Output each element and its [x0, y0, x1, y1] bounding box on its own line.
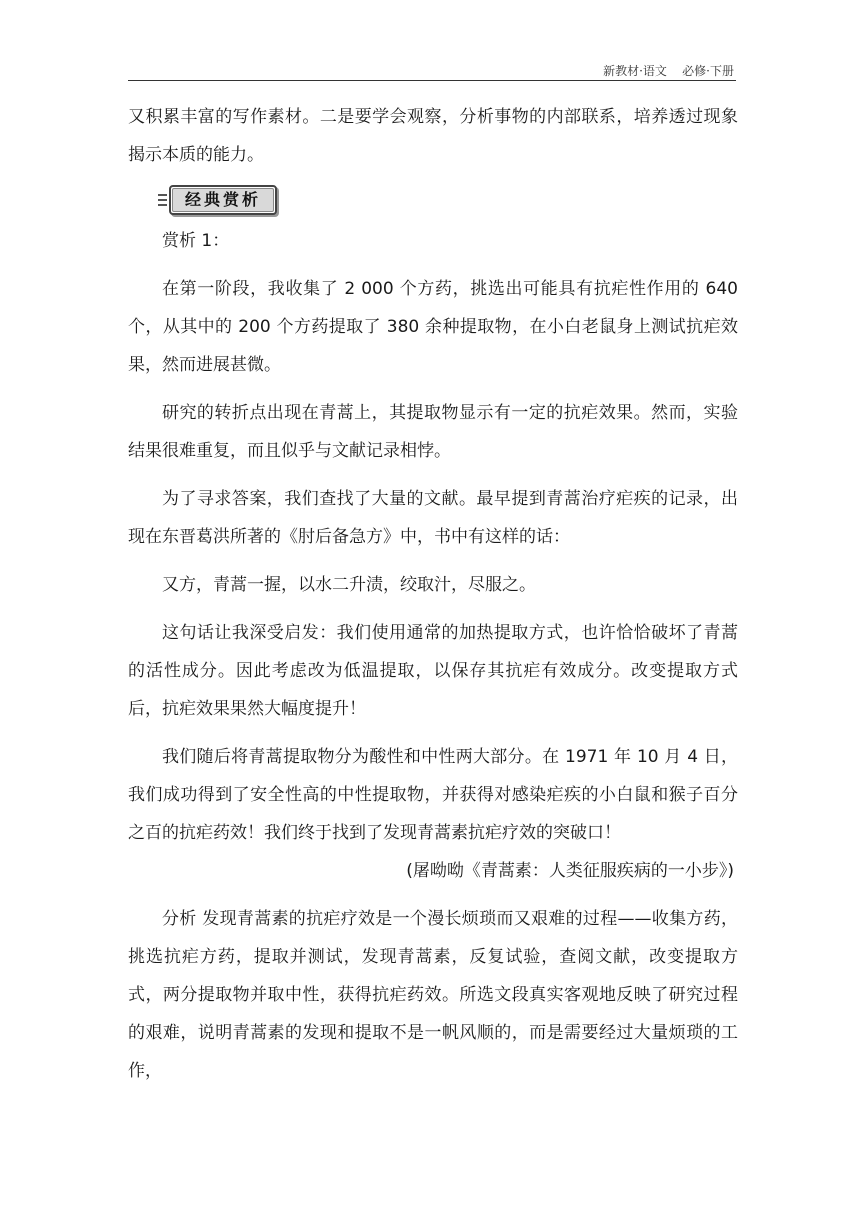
paragraph: 在第一阶段，我收集了 2 000 个方药，挑选出可能具有抗疟性作用的 640 个，从其中的 200 个方药提取了 380 余种提取物，在小白老鼠身上测试抗疟效果，然而进展甚微。: [128, 279, 738, 375]
paragraph-continuation: 又积累丰富的写作素材。二是要学会观察，分析事物的内部联系，培养透过现象揭示本质的能力。: [128, 107, 738, 165]
page-body: [128, 98, 738, 1100]
paragraph: 这句话让我深受启发：我们使用通常的加热提取方式，也许恰恰破坏了青蒿的活性成分。因此考虑改为低温提取，以保存其抗疟有效成分。改变提取方式后，抗疟效果果然大幅度提升！: [128, 623, 738, 719]
analysis-heading: 赏析 1：: [162, 231, 230, 251]
paragraph: 研究的转折点出现在青蒿上，其提取物显示有一定的抗疟效果。然而，实验结果很难重复，而且似乎与文献记录相悖。: [128, 403, 738, 461]
quoted-line: 又方，青蒿一握，以水二升渍，绞取汁，尽服之。: [162, 575, 536, 595]
section-badge: [158, 184, 738, 216]
paragraph: 为了寻求答案，我们查找了大量的文献。最早提到青蒿治疗疟疾的记录，出现在东晋葛洪所著的《肘后备急方》中，书中有这样的话：: [128, 489, 738, 547]
badge-decoration-icon: [158, 194, 167, 206]
paragraph: 我们随后将青蒿提取物分为酸性和中性两大部分。在 1971 年 10 月 4 日，我们成功得到了安全性高的中性提取物，并获得对感染疟疾的小白鼠和猴子百分之百的抗疟药效！我们终于找到了发现青蒿素抗疟疗效的突破口！: [128, 747, 738, 843]
citation: (屠呦呦《青蒿素：人类征服疾病的一小步》): [406, 861, 734, 881]
section-badge-label: 经典赏析: [172, 188, 274, 212]
page-header: [128, 60, 736, 81]
analysis-paragraph: 分析 发现青蒿素的抗疟疗效是一个漫长烦琐而又艰难的过程——收集方药，挑选抗疟方药，提取并测试，发现青蒿素，反复试验，查阅文献，改变提取方式，两分提取物并取中性，获得抗疟药效。所选文段真实客观地反映了研究过程的艰难，说明青蒿素的发现和提取不是一帆风顺的，而是需要经过大量烦琐的工作，: [128, 909, 738, 1081]
running-title: 新教材·语文 必修·下册: [603, 64, 734, 78]
